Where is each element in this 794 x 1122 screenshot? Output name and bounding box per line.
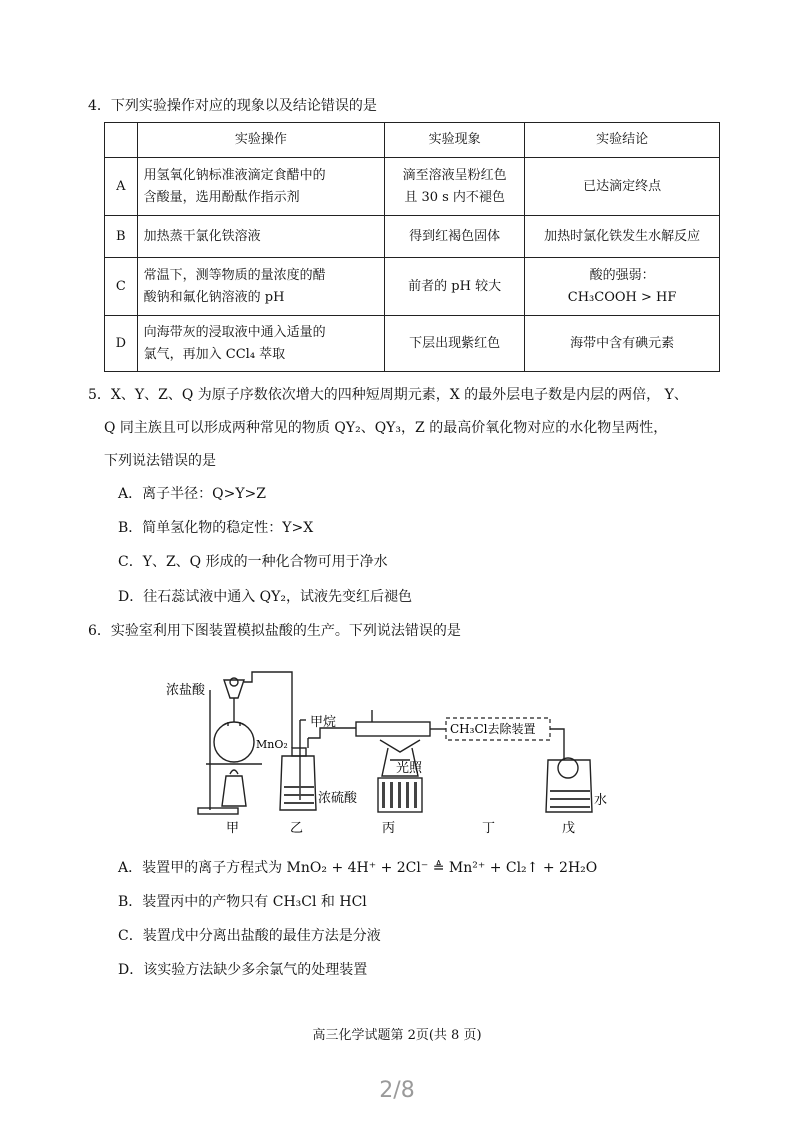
station-ding: 丁 <box>482 821 496 836</box>
label-light: 光照 <box>396 761 423 776</box>
cell-line: 海带中含有碘元素 <box>570 335 675 351</box>
conclusion-cell <box>525 158 720 216</box>
q6-option-d: D．该实验方法缺少多余氯气的处理装置 <box>118 962 368 978</box>
row-label: B <box>105 216 138 258</box>
operation-cell <box>137 258 384 316</box>
q5-stem-line: 下列说法错误的是 <box>104 453 216 469</box>
q5-stem-line: 5．X、Y、Z、Q 为原子序数依次增大的四种短周期元素，X 的最外层电子数是内层的两倍， Y、 <box>88 387 688 403</box>
q5-option-a: A．离子半径：Q>Y>Z <box>118 486 267 502</box>
experiment-table <box>104 122 720 372</box>
table-header-conclusion: 实验结论 <box>525 123 720 158</box>
table-row <box>105 316 720 372</box>
cell-line: 下层出现紫红色 <box>409 335 501 351</box>
row-label: D <box>105 316 138 372</box>
q6-option-b: B．装置丙中的产物只有 CH₃Cl 和 HCl <box>118 894 367 910</box>
table-header-row <box>105 123 720 158</box>
station-wu: 戊 <box>562 821 576 836</box>
cell-line: 向海带灰的浸取液中通入适量的 <box>143 324 326 340</box>
q5-option-b: B．简单氢化物的稳定性：Y>X <box>118 520 314 536</box>
q6-option-a: A．装置甲的离子方程式为 MnO₂ + 4H⁺ + 2Cl⁻ ≜ Mn²⁺ + Cl₂↑ + 2H₂O <box>118 860 598 876</box>
cell-line: 且 30 s 内不褪色 <box>404 189 505 205</box>
cell-line: 加热时氯化铁发生水解反应 <box>544 228 701 244</box>
label-h2so4: 浓硫酸 <box>318 791 358 806</box>
q6-option-c: C．装置戊中分离出盐酸的最佳方法是分液 <box>118 928 381 944</box>
cell-line: 含酸量，选用酚酞作指示剂 <box>143 189 300 205</box>
cell-line: 前者的 pH 较大 <box>408 278 502 294</box>
operation-cell <box>137 316 384 372</box>
label-hcl: 浓盐酸 <box>166 683 206 698</box>
table-row <box>105 158 720 216</box>
label-ch3cl-box: CH₃Cl去除装置 <box>450 722 536 736</box>
table-row <box>105 258 720 316</box>
table-row <box>105 216 720 258</box>
q5-option-c: C．Y、Z、Q 形成的一种化合物可用于净水 <box>118 554 388 570</box>
page-footer: 高三化学试题第 2页(共 8 页) <box>312 1028 482 1043</box>
q6-stem: 6．实验室利用下图装置模拟盐酸的生产。下列说法错误的是 <box>88 623 461 639</box>
apparatus-diagram <box>160 660 630 840</box>
conclusion-cell <box>525 216 720 258</box>
q5-stem-line: Q 同主族且可以形成两种常见的物质 QY₂、QY₃，Z 的最高价氧化物对应的水化物呈两性， <box>104 420 668 436</box>
cell-line: 已达滴定终点 <box>583 178 662 194</box>
conclusion-cell <box>525 258 720 316</box>
phenomenon-cell <box>385 216 525 258</box>
phenomenon-cell <box>385 258 525 316</box>
row-label: C <box>105 258 138 316</box>
page-indicator: 2/8 <box>379 1078 415 1103</box>
cell-line: 用氢氧化钠标准液滴定食醋中的 <box>143 167 326 183</box>
cell-line: 酸钠和氟化钠溶液的 pH <box>143 289 285 305</box>
row-label: A <box>105 158 138 216</box>
label-methane: 甲烷 <box>310 715 337 730</box>
station-bing: 丙 <box>382 821 396 836</box>
q4-stem: 4．下列实验操作对应的现象以及结论错误的是 <box>88 98 377 114</box>
cell-line: 加热蒸干氯化铁溶液 <box>143 228 261 244</box>
cell-line: 滴至溶液呈粉红色 <box>402 167 507 183</box>
cell-line: 酸的强弱： <box>589 267 655 283</box>
label-water: 水 <box>594 793 608 808</box>
phenomenon-cell <box>385 158 525 216</box>
cell-line: 得到红褐色固体 <box>409 228 501 244</box>
table-header-blank <box>105 123 138 158</box>
q5-option-d: D．往石蕊试液中通入 QY₂，试液先变红后褪色 <box>118 589 413 605</box>
conclusion-cell <box>525 316 720 372</box>
operation-cell <box>137 216 384 258</box>
station-jia: 甲 <box>226 821 240 836</box>
cell-line: CH₃COOH > HF <box>567 289 677 305</box>
label-mno2: MnO₂ <box>256 738 288 751</box>
table-header-operation: 实验操作 <box>137 123 384 158</box>
cell-line: 常温下，测等物质的量浓度的醋 <box>143 267 326 283</box>
station-yi: 乙 <box>290 821 304 836</box>
cell-line: 氯气，再加入 CCl₄ 萃取 <box>143 346 286 362</box>
phenomenon-cell <box>385 316 525 372</box>
table-header-phenomenon: 实验现象 <box>385 123 525 158</box>
operation-cell <box>137 158 384 216</box>
